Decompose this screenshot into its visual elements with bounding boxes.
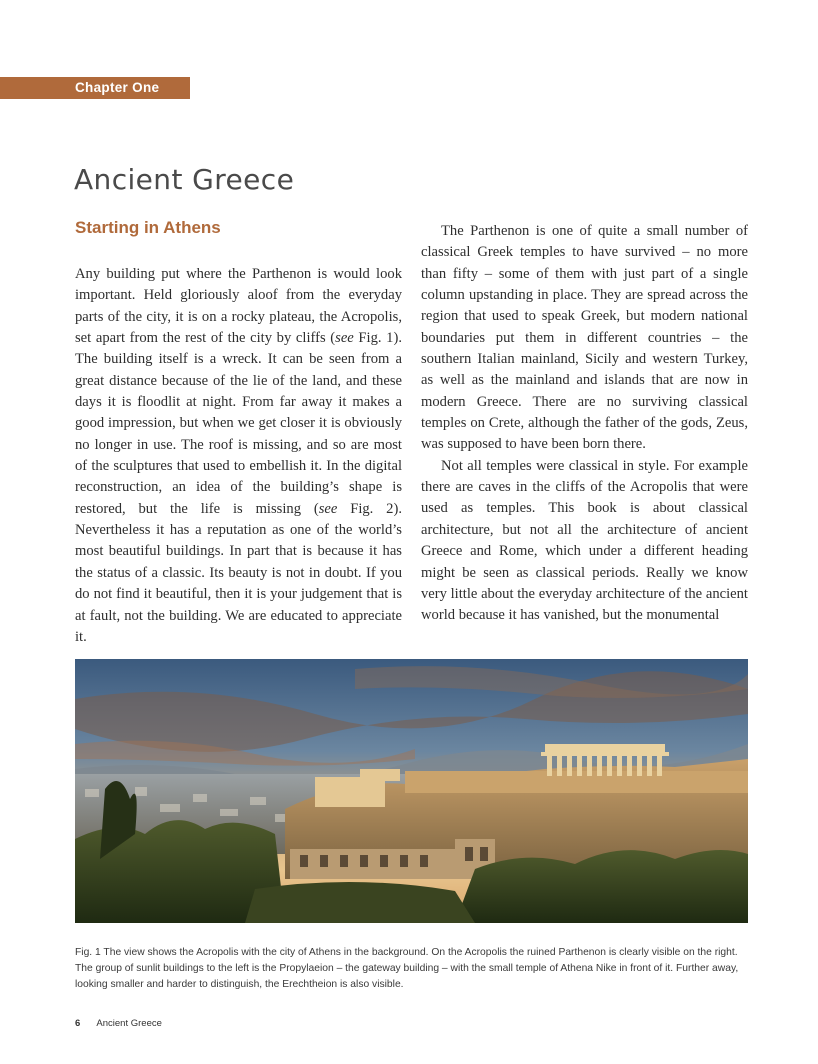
page-footer	[75, 1018, 162, 1029]
right-paragraph-2: Not all temples were classical in style. For example there are caves in the cliffs of the Acropolis that were used as temples. This book is about classical architecture, but not all the architecture of ancient Greece and Rome, which under a different heading might be seen as classical periods. Really we know very little about the everyday architecture of the ancient world because it has vanished, but the monumental	[421, 457, 748, 624]
acropolis-photo	[75, 659, 748, 923]
chapter-tab	[0, 77, 190, 99]
right-column	[421, 221, 748, 627]
page-number: 6	[75, 1018, 81, 1029]
right-paragraph-1: The Parthenon is one of quite a small number of classical Greek temples to have survived – no more than fifty – some of them with just part of a single column upstanding in place. They are spread across the region that used to speak Greek, but modern national boundaries put them in different countries – the southern Italian mainland, Sicily and western Turkey, as well as the mainland and islands that are now in modern Greece. There are no surviving classical temples on Crete, although the father of the gods, Zeus, was supposed to have been born there.	[421, 223, 748, 453]
section-heading: Starting in Athens	[75, 218, 221, 237]
figure-caption: Fig. 1 The view shows the Acropolis with the city of Athens in the background. On the Acropolis the ruined Parthenon is clearly visible on the right. The group of sunlit buildings to the left is the Propylaeion – the gateway building – with the small temple of Athena Nike in front of it. Further away, looking smaller and harder to distinguish, the Erechtheion is also visible.	[75, 947, 739, 990]
chapter-label: Chapter One	[75, 80, 160, 95]
left-column	[75, 264, 402, 648]
running-title: Ancient Greece	[96, 1018, 162, 1029]
chapter-title: Ancient Greece	[74, 163, 295, 196]
left-paragraph-1: Any building put where the Parthenon is would look important. Held gloriously aloof from the everyday parts of the city, it is on a rocky plateau, the Acropolis, set apart from the rest of the city by cliffs (see Fig. 1). The building itself is a wreck. It can be seen from a great distance because of the lie of the land, and these days it is floodlit at night. From far away it makes a good impression, but when we get closer it is obviously no longer in use. The roof is missing, and so are most of the sculptures that used to embellish it. In the digital reconstruction, an idea of the building’s shape is restored, but the life is missing (see Fig. 2). Nevertheless it has a reputation as one of the world’s most beautiful buildings. In part that is because it has the status of a classic. Its beauty is not in doubt. If you do not find it beautiful, then it is your judgement that is at fault, not the building. We are educated to appreciate it.	[75, 266, 402, 645]
